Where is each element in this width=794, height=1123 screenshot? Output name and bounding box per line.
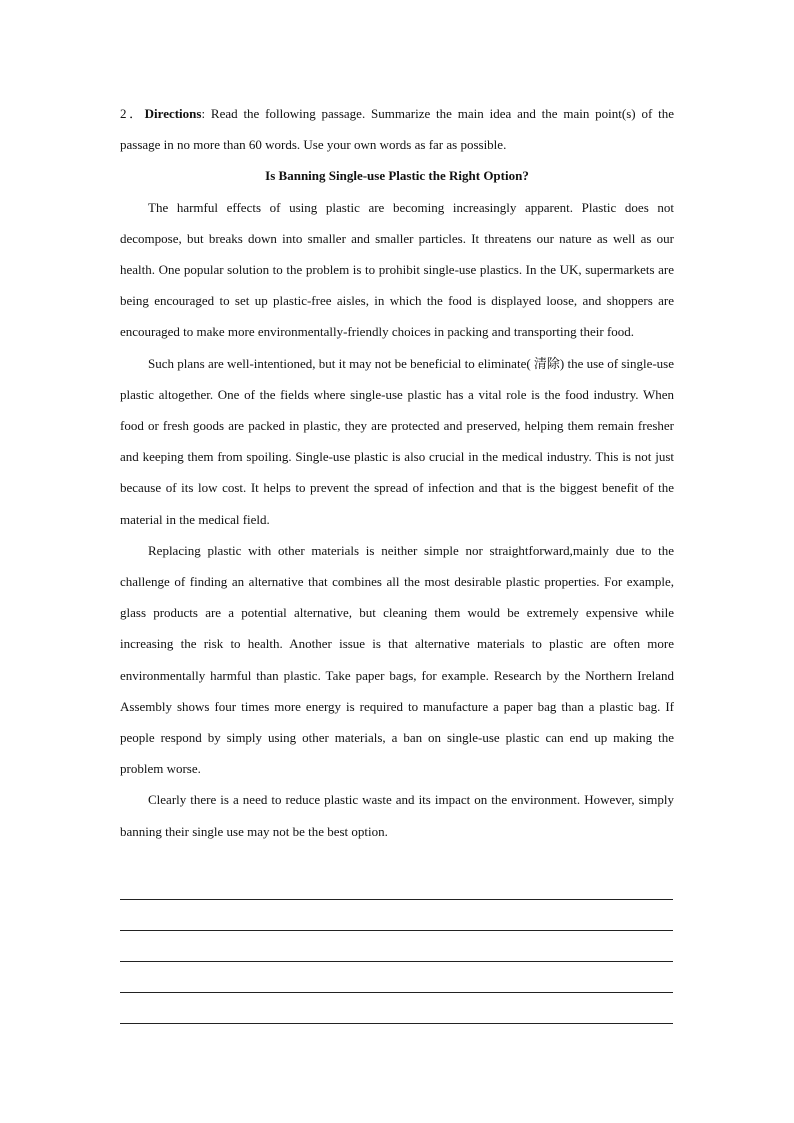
question-number: 2． xyxy=(120,106,145,121)
answer-line[interactable] xyxy=(120,993,673,1024)
passage-paragraph-2: Such plans are well-intentioned, but it may not be beneficial to eliminate( 清除) the use of single-use plastic altogether. One of the fields where single-use plastic has a vital role is the food industry. When food or fresh goods are packed in plastic, they are protected and preserved, helping them remain fresher and keeping them from spoiling. Single-use plastic is also crucial in the medical industry. This is not just because of its low cost. It helps to prevent the spread of infection and that is the biggest benefit of the material in the medical field. xyxy=(120,355,674,527)
passage-title: Is Banning Single-use Plastic the Right Option? xyxy=(265,168,529,184)
directions-text: : Read the following passage. Summarize the main idea and the main point(s) of the passage in no more than 60 words. Use your own words as far as possible. xyxy=(120,106,674,153)
passage-paragraph-1: The harmful effects of using plastic are becoming increasingly apparent. Plastic does not decompose, but breaks down into smaller and smaller particles. It threatens our nature as well as our health. One popular solution to the problem is to prohibit single-use plastics. In the UK, supermarkets are being encouraged to set up plastic-free aisles, in which the food is displayed loose, and shoppers are encouraged to make more environmentally-friendly choices in packing and transporting their food. xyxy=(120,199,674,340)
directions xyxy=(120,98,674,160)
answer-line[interactable] xyxy=(120,900,673,931)
question-passage xyxy=(120,98,674,847)
directions-label: Directions xyxy=(144,106,202,121)
answer-line[interactable] xyxy=(120,962,673,993)
answer-line[interactable] xyxy=(120,931,673,962)
answer-writing-area[interactable] xyxy=(120,898,673,1024)
passage-paragraph-3: Replacing plastic with other materials is neither simple nor straightforward,mainly due to the challenge of finding an alternative that combines all the most desirable plastic properties. For example, glass products are a potential alternative, but cleaning them would be extremely expensive while increasing the risk to health. Another issue is that alternative materials to plastic are often more environmentally harmful than plastic. Take paper bags, for example. Research by the Northern Ireland Assembly shows four times more energy is required to manufacture a paper bag than a plastic bag. If people respond by simply using other materials, a ban on single-use plastic can end up making the problem worse. xyxy=(120,542,674,777)
passage-paragraph-4: Clearly there is a need to reduce plastic waste and its impact on the environment. However, simply banning their single use may not be the best option. xyxy=(120,792,674,839)
